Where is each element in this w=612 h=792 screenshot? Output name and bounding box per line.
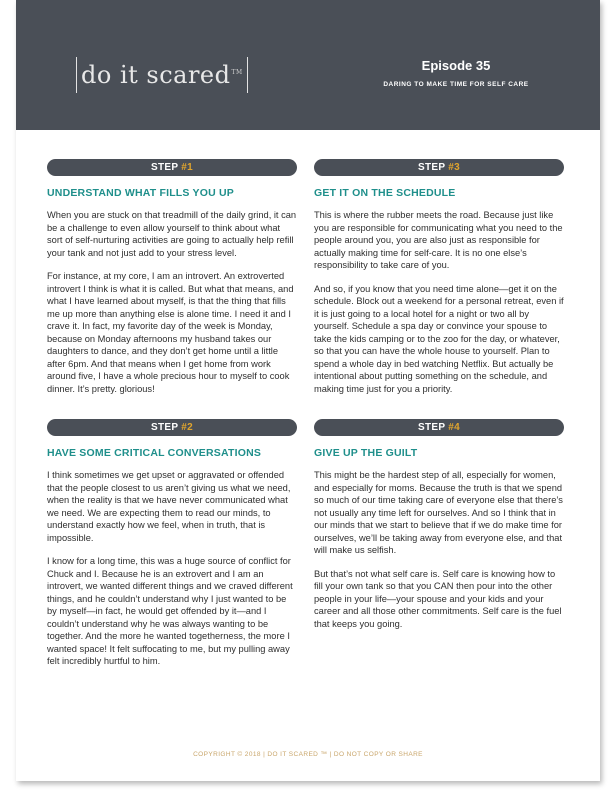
footer-copyright: COPYRIGHT © 2018 | DO IT SCARED ™ | DO NOT COPY OR SHARE bbox=[193, 751, 423, 758]
step-4-label: STEP bbox=[418, 422, 449, 433]
step-3-pill bbox=[314, 159, 564, 176]
step-4-paragraph-1: This might be the hardest step of all, especially for women, and especially for moms. Because the truth is that we spend so much of our time taking care of everyone else that there’s not usually any time left for ourselves. And so I think that in our minds that we start to believe that if we do make time for ourselves, we’ll be taking away from everyone else, and that will make us selfish. bbox=[314, 470, 563, 555]
logo-text bbox=[77, 61, 247, 89]
step-3-number: #3 bbox=[448, 162, 460, 173]
left-column bbox=[47, 159, 297, 679]
right-column bbox=[314, 159, 564, 641]
step-2-pill bbox=[47, 419, 297, 436]
step-2-number: #2 bbox=[181, 422, 193, 433]
logo bbox=[76, 55, 248, 95]
logo-right-bar bbox=[247, 57, 248, 93]
header-banner bbox=[16, 0, 600, 130]
step-2-paragraph-1: I think sometimes we get upset or aggravated or offended that the people closest to us aren’t giving us what we need, when the reality is that we have never communicated what we need. We are expecting them to read our minds, to understand exactly how we feel, when in truth, that is impossible. bbox=[47, 470, 291, 543]
step-4-number: #4 bbox=[448, 422, 460, 433]
step-4-title: GIVE UP THE GUILT bbox=[314, 447, 418, 459]
episode-block bbox=[356, 58, 556, 88]
step-3-paragraph-2: And so, if you know that you need time alone—get it on the schedule. Block out a weekend for a personal retreat, even if it is just going to a local hotel for a night or two all by yourself. Schedule a spa day or convince your spouse to take the kids camping or to the zoo for the day, or whatever, so that you can have the whole house to yourself. Plan to spend a whole day in bed watching Netflix. But actually be intentional about putting something on the schedule, and making time just for you a priority. bbox=[314, 283, 564, 394]
step-2-label: STEP bbox=[151, 422, 182, 433]
step-1-label: STEP bbox=[151, 162, 182, 173]
step-2-title: HAVE SOME CRITICAL CONVERSATIONS bbox=[47, 447, 262, 459]
logo-wordmark: do it scared bbox=[81, 61, 231, 89]
step-1-title: UNDERSTAND WHAT FILLS YOU UP bbox=[47, 187, 235, 199]
step-1-number: #1 bbox=[181, 162, 193, 173]
step-3-paragraph-1: This is where the rubber meets the road. Because just like you are responsible for communicating what you need to the people around you, you are also just as responsible for actually making time for self-care. It is no one else’s responsibility to take care of you. bbox=[314, 210, 563, 270]
step-3-label: STEP bbox=[418, 162, 449, 173]
logo-trademark: TM bbox=[231, 69, 243, 76]
step-1-paragraph-2: For instance, at my core, I am an introvert. An extroverted introvert I think is what it is called. But what that means, and what I have learned about myself, is that the thing that fills me up more than anything else is alone time. I need it and I crave it. In fact, my favorite day of the week is Monday, because on Monday afternoons my husband takes our daughters to dance, and they don’t get home until a little after 6pm. And that means when I get home from work around five, I have a whole precious hour to myself to cook dinner. It’s pretty. glorious! bbox=[47, 271, 294, 394]
step-4-pill bbox=[314, 419, 564, 436]
step-3-title: GET IT ON THE SCHEDULE bbox=[314, 187, 456, 199]
step-1-pill bbox=[47, 159, 297, 176]
episode-subtitle: DARING TO MAKE TIME FOR SELF CARE bbox=[383, 81, 529, 88]
step-4-paragraph-2: But that’s not what self care is. Self care is knowing how to fill your own tank so that you CAN then pour into the other people in your life—your spouse and your kids and your career and all those other commitments. Self care is the fuel that keeps you going. bbox=[314, 568, 562, 629]
episode-title: Episode 35 bbox=[421, 58, 491, 73]
step-2-paragraph-2: I know for a long time, this was a huge source of conflict for Chuck and I. Because he is an extrovert and I am an introvert, we wanted different things and we craved different things, and he couldn’t understand why I just wanted to be by myself—in fact, he would get offended by it—and I couldn’t understand why he was always wanting to be together. And the more he wanted togetherness, the more I wanted space! It felt suffocating to me, but my pulling away felt incredibly hurtful to him. bbox=[47, 556, 293, 666]
step-1-paragraph-1: When you are stuck on that treadmill of the daily grind, it can be a challenge to even allow yourself to think about what sort of self-nurturing activities are going to actually help refill your tank and not just add to your stress level. bbox=[47, 210, 297, 258]
